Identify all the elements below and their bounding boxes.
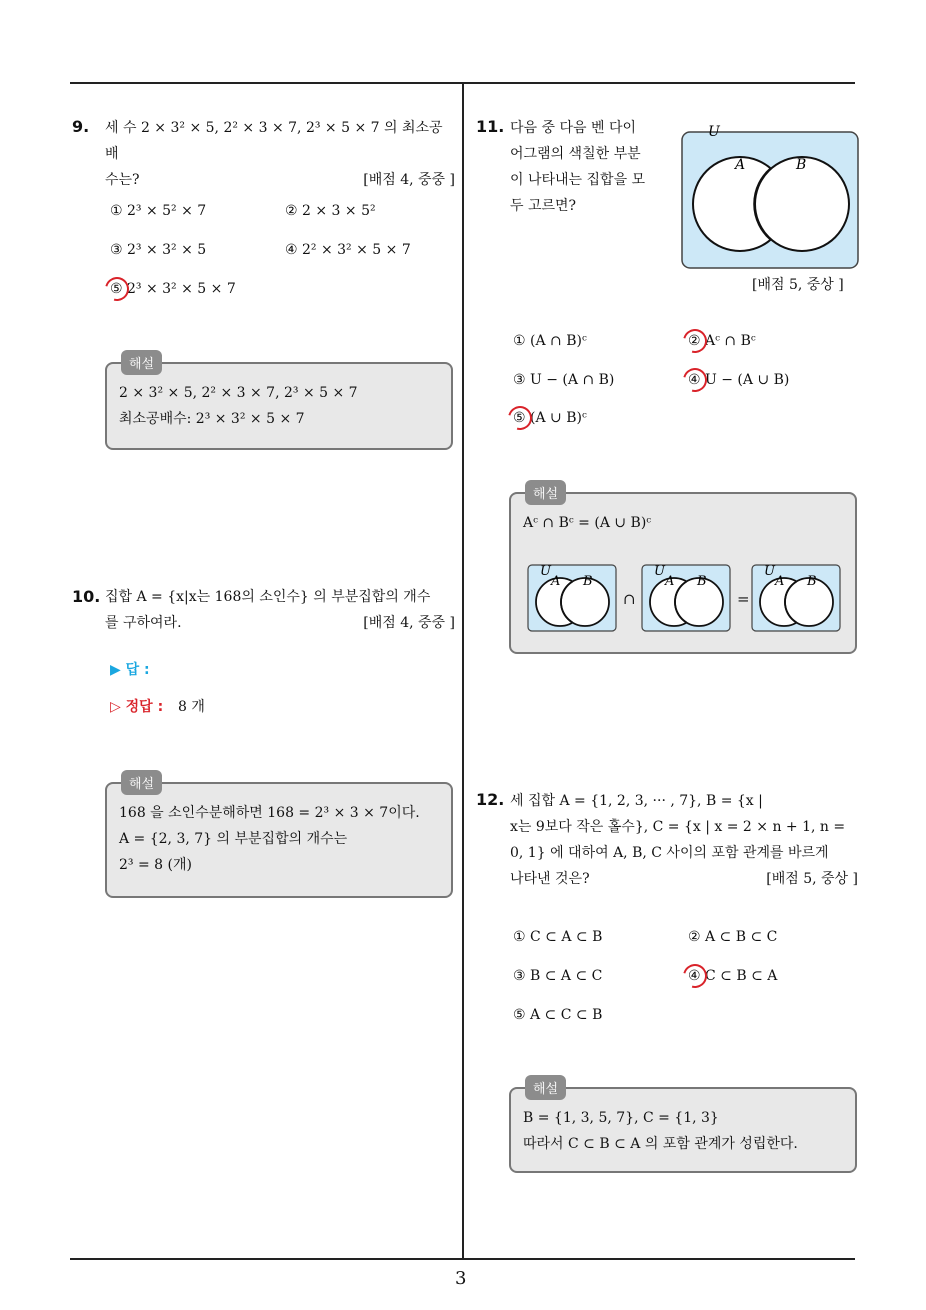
q11-option-2[interactable]: ② Aᶜ ∩ Bᶜ: [688, 333, 756, 349]
mini2-label-b: B: [697, 574, 707, 589]
q9-question: [105, 115, 455, 193]
q9-option-5[interactable]: ⑤ 2³ × 3² × 5 × 7: [110, 281, 236, 297]
q10-score: [배점 4, 중중 ]: [363, 615, 455, 631]
venn-label-b: B: [796, 157, 807, 173]
q12-option-3[interactable]: ③ B ⊂ A ⊂ C: [513, 968, 603, 984]
q11-option-1[interactable]: ① (A ∩ B)ᶜ: [513, 333, 587, 349]
q10-solution-box: [105, 777, 453, 898]
q12-solution-box: [509, 1082, 857, 1173]
q10-correct-label: ▷ 정답 :: [110, 699, 164, 715]
q9-number: 9.: [72, 117, 90, 136]
q11-line2: 어그램의 색칠한 부분: [510, 146, 641, 162]
q10-solution-line1: 168 을 소인수분해하면 168 = 2³ × 3 × 7이다.: [119, 805, 420, 821]
q12-solution-content: [523, 1105, 798, 1157]
q9-solution-line2: 최소공배수: 2³ × 3² × 5 × 7: [119, 411, 305, 427]
mini1-label-u: U: [540, 564, 551, 579]
q11-solution-tag: 해설: [525, 480, 566, 505]
q12-option-1[interactable]: ① C ⊂ A ⊂ B: [513, 929, 603, 945]
q12-line2: x는 9보다 작은 홀수}, C = {x | x = 2 × n + 1, n =: [510, 819, 846, 835]
q12-line1: 세 집합 A = {1, 2, 3, ··· , 7}, B = {x |: [510, 793, 763, 809]
q10-line2: 를 구하여라.: [105, 615, 182, 631]
q12-option-2[interactable]: ② A ⊂ B ⊂ C: [688, 929, 778, 945]
q11-score: [배점 5, 중상 ]: [752, 277, 844, 293]
q12-answer-mark: [679, 960, 712, 993]
q10-line1: 집합 A = {x|x는 168의 소인수} 의 부분집합의 개수: [105, 589, 431, 605]
q12-score: [배점 5, 중상 ]: [766, 871, 858, 887]
q9-line1: 세 수 2 × 3² × 5, 2² × 3 × 7, 2³ × 5 × 7 의 최소공배: [105, 120, 443, 162]
q10-answer-label: ▶ 답 :: [110, 662, 150, 678]
q10-number: 10.: [72, 587, 101, 606]
venn-label-a: A: [735, 157, 746, 173]
mini2-label-a: A: [665, 574, 675, 589]
q12-solution-line1: B = {1, 3, 5, 7}, C = {1, 3}: [523, 1110, 719, 1126]
q11-mini-venn-3: [751, 564, 841, 634]
q11-answer-mark-2: [679, 325, 712, 358]
q9-option-1[interactable]: ① 2³ × 5² × 7: [110, 203, 207, 219]
q11-answer-mark-4: [679, 364, 712, 397]
q9-option-4[interactable]: ④ 2² × 3² × 5 × 7: [285, 242, 411, 258]
q10-solution-line2: A = {2, 3, 7} 의 부분집합의 개수는: [119, 831, 348, 847]
q11-venn-diagram: [680, 122, 860, 272]
q10-correct-value: 8 개: [178, 699, 205, 715]
q12-solution-line2: 따라서 C ⊂ B ⊂ A 의 포함 관계가 성립한다.: [523, 1136, 798, 1152]
q11-mini-venn-2: [641, 564, 731, 634]
q11-solution-box: [509, 487, 857, 654]
q11-line3: 이 나타내는 집합을 모: [510, 172, 646, 188]
q11-solution-content: [523, 510, 651, 536]
q11-answer-mark-5: [504, 402, 537, 435]
q9-solution-line1: 2 × 3² × 5, 2² × 3 × 7, 2³ × 5 × 7: [119, 385, 358, 401]
mini2-label-u: U: [654, 564, 665, 579]
q10-solution-tag: 해설: [121, 770, 162, 795]
bottom-rule: [70, 1258, 855, 1260]
page-number: 3: [455, 1268, 467, 1289]
q10-solution-content: [119, 800, 420, 878]
mini3-label-b: B: [807, 574, 817, 589]
q9-answer-mark: [101, 273, 134, 306]
mini3-label-a: A: [775, 574, 785, 589]
q11-operator-equals: =: [737, 590, 750, 608]
q12-question: [510, 788, 858, 892]
q11-option-4[interactable]: ④ U − (A ∪ B): [688, 372, 790, 388]
q9-solution-content: [119, 380, 358, 432]
q11-question: [510, 115, 670, 219]
q12-option-5[interactable]: ⑤ A ⊂ C ⊂ B: [513, 1007, 603, 1023]
mini1-label-b: B: [583, 574, 593, 589]
q12-line3: 0, 1} 에 대하여 A, B, C 사이의 포함 관계를 바르게: [510, 845, 829, 861]
q11-option-5[interactable]: ⑤ (A ∪ B)ᶜ: [513, 410, 587, 426]
q11-number: 11.: [476, 117, 505, 136]
q12-option-4[interactable]: ④ C ⊂ B ⊂ A: [688, 968, 778, 984]
q11-operator-intersect: ∩: [623, 590, 636, 608]
q12-line4: 나타낸 것은?: [510, 871, 590, 887]
q12-solution-tag: 해설: [525, 1075, 566, 1100]
column-divider: [462, 83, 464, 1258]
q12-number: 12.: [476, 790, 505, 809]
q11-solution-line: Aᶜ ∩ Bᶜ = (A ∪ B)ᶜ: [523, 515, 652, 531]
q10-solution-line3: 2³ = 8 (개): [119, 857, 192, 873]
q9-solution-box: [105, 357, 453, 450]
q11-mini-venn-1: [527, 564, 617, 634]
mini1-label-a: A: [551, 574, 561, 589]
q9-score: [배점 4, 중중 ]: [363, 172, 455, 188]
q11-line4: 두 고르면?: [510, 198, 577, 214]
q9-line2: 수는?: [105, 172, 140, 188]
venn-label-u: U: [708, 124, 720, 140]
q10-question: [105, 584, 455, 636]
mini3-label-u: U: [764, 564, 775, 579]
q9-option-2[interactable]: ② 2 × 3 × 5²: [285, 203, 376, 219]
q9-option-3[interactable]: ③ 2³ × 3² × 5: [110, 242, 207, 258]
q11-option-3[interactable]: ③ U − (A ∩ B): [513, 372, 615, 388]
q11-line1: 다음 중 다음 벤 다이: [510, 120, 636, 136]
q9-solution-tag: 해설: [121, 350, 162, 375]
